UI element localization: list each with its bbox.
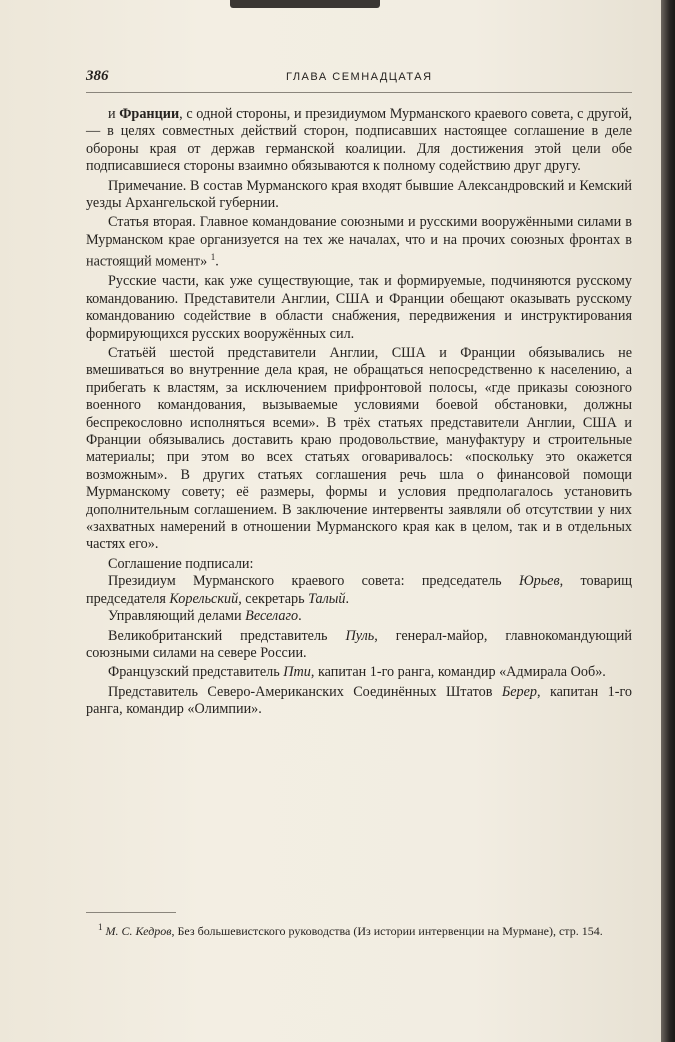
- paragraph: и Франции, с одной стороны, и президиумом Мурманского краевого совета, с другой, — в целях совместных действий сторон, подписавших настоящее соглашение в деле обороны края от держав германской коалиции. Для достижения этой цели обе подписавшиеся стороны взаимно обязываются к полному содействию друг другу.: [86, 106, 633, 175]
- signatory-american: Представитель Северо-Американских Соединённых Штатов Берер, капитан 1-го ранга, командир «Олимпии».: [86, 683, 632, 718]
- footnote: [86, 920, 632, 939]
- footnote-rule: [86, 912, 176, 913]
- signatory-presidium: Президиум Мурманского краевого совета: председатель Юрьев, товарищ председателя Корельский, секретарь Талый.: [86, 573, 632, 607]
- page-header: [86, 68, 632, 90]
- paragraph-signed-by: Соглашение подписали:: [108, 555, 254, 572]
- paragraph: Статьёй шестой представители Англии, США и Франции обязывались не вмешиваться во внутренние дела края, не обращаться непосредственно к населению, а прибегать к властям, за исключением прифронтовой полосы, «где приказы союзного военного командования, вызываемые условиями боевой обстановки, должны беспрекословно исполняться всеми». В трёх статьях представители Англии, США и Франции обязывались доставить краю продовольствие, мануфактуру и строительные материалы; при этом во всех статьях оговаривалось: «поскольку это окажется возможным». В других статьях соглашения речь шла о финансовой помощи Мурманскому совету; её размеры, формы и условия предполагалось установить дополнительным соглашением. В заключение интервенты заявляли об отсутствии у них «захватных намерений в отношении Мурманского края как в целом, так и в отдельных частях его».: [86, 345, 632, 553]
- signatory-manager: Управляющий делами Веселаго.: [108, 608, 302, 625]
- footnote-marker: 1: [98, 922, 103, 932]
- paragraph-note: Примечание. В состав Мурманского края входят бывшие Александровский и Кемский уезды Архангельской губернии.: [86, 177, 632, 212]
- footnote-ref: 1: [210, 252, 216, 263]
- paragraph-article-two: Статья вторая. Главное командование союзными и русскими вооружёнными силами в Мурманском крае организуется на тех же началах, что и на прочих союзных фронтах в настоящий момент» $^1$.: [86, 214, 632, 270]
- footnote-text: , Без большевистского руководства (Из истории интервенции на Мурмане), стр. 154.: [171, 924, 603, 938]
- signatories-list: [86, 573, 632, 718]
- running-title: ГЛАВА СЕМНАДЦАТАЯ: [286, 71, 433, 83]
- paragraph: Русские части, как уже существующие, так и формируемые, подчиняются русскому командованию. Представители Англии, США и Франции обещают оказывать русскому командованию содействие в области снабжения, передвижения и инструктирования формирующихся русских вооружённых сил.: [86, 273, 632, 342]
- page-number: 386: [86, 68, 109, 84]
- main-text: [86, 106, 632, 719]
- signatory-british: Великобританский представитель Пуль, генерал-майор, главнокомандующий союзными силами на севере России.: [86, 627, 632, 661]
- footnote-author: М. С. Кедров: [105, 924, 172, 938]
- book-spine-shadow: [661, 0, 675, 1042]
- scan-edge-mark: [230, 0, 380, 8]
- signatory-french: Французский представитель Пти, капитан 1-го ранга, командир «Адмирала Ооб».: [108, 664, 606, 681]
- header-rule: [86, 92, 632, 93]
